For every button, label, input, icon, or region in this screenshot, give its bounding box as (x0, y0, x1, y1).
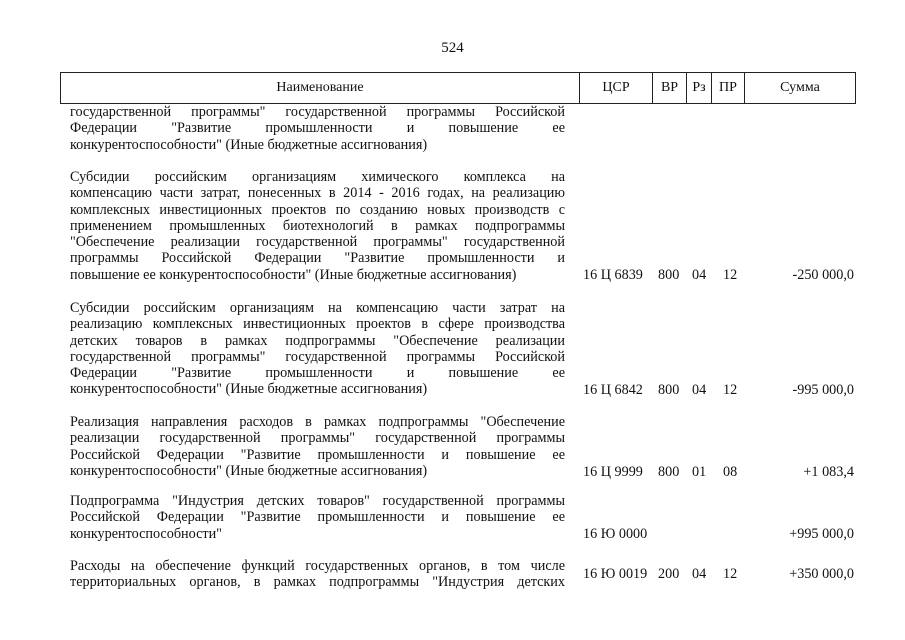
cell-sum: +1 083,4 (803, 464, 854, 480)
row-description (70, 558, 565, 591)
cell-csr: 16 Ц 6842 (583, 382, 643, 398)
cell-csr: 16 Ю 0000 (583, 526, 648, 542)
description-line: повышение ее конкурентоспособности" (Иные бюджетные ассигнования) (70, 266, 517, 283)
row-description (70, 414, 565, 479)
header-rz: Рз (687, 73, 712, 103)
description-line: государственной программы" государственной программы Российской (70, 348, 565, 365)
row-description (70, 169, 565, 283)
description-line: конкурентоспособности" (70, 525, 222, 542)
table-header (60, 72, 856, 104)
cell-vr: 800 (658, 382, 680, 398)
description-line: Субсидии российским организациям на компенсацию части затрат на (70, 300, 565, 316)
description-line: Федерации "Развитие промышленности и повышение ее (70, 365, 565, 382)
cell-rz: 01 (692, 464, 707, 480)
cell-csr: 16 Ю 0019 (583, 566, 648, 582)
row-description (70, 300, 565, 398)
cell-sum: -995 000,0 (792, 382, 854, 398)
description-line: Субсидии российским организациям химического комплекса на (70, 169, 565, 185)
cell-sum: +995 000,0 (789, 526, 854, 542)
cell-rz: 04 (692, 566, 707, 582)
description-line: детских товаров в рамках подпрограммы "Обеспечение реализации (70, 332, 565, 349)
cell-pr: 12 (723, 566, 738, 582)
cell-pr: 12 (723, 382, 738, 398)
description-line: компенсацию части затрат, понесенных в 2014 - 2016 годах, на реализацию (70, 185, 565, 202)
description-line: Российской Федерации "Развитие промышленности и повышение ее (70, 509, 565, 526)
description-line: комплексных инвестиционных проектов по созданию новых производств с (70, 201, 565, 218)
cell-rz: 04 (692, 267, 707, 283)
header-pr: ПР (712, 73, 745, 103)
header-name: Наименование (61, 73, 580, 103)
description-line: конкурентоспособности" (Иные бюджетные ассигнования) (70, 462, 428, 479)
row-description (70, 104, 565, 153)
description-line: Подпрограмма "Индустрия детских товаров" государственной программы (70, 493, 565, 509)
description-line: территориальных органов, в рамках подпрограммы "Индустрия детских (70, 574, 565, 591)
cell-vr: 200 (658, 566, 680, 582)
page-number: 524 (441, 40, 464, 56)
description-line: программы Российской Федерации "Развитие промышленности и (70, 250, 565, 267)
cell-pr: 12 (723, 267, 738, 283)
cell-pr: 08 (723, 464, 738, 480)
header-vr: ВР (653, 73, 687, 103)
row-description (70, 493, 565, 542)
description-line: реализацию комплексных инвестиционных проектов в сфере производства (70, 316, 565, 333)
header-sum: Сумма (780, 80, 820, 95)
description-line: применением промышленных биотехнологий в рамках подпрограммы (70, 217, 565, 234)
description-line: Расходы на обеспечение функций государственных органов, в том числе (70, 558, 565, 574)
cell-vr: 800 (658, 267, 680, 283)
cell-csr: 16 Ц 6839 (583, 267, 643, 283)
description-line: Федерации "Развитие промышленности и повышение ее (70, 120, 565, 137)
cell-csr: 16 Ц 9999 (583, 464, 643, 480)
description-line: конкурентоспособности" (Иные бюджетные ассигнования) (70, 381, 428, 398)
cell-sum: +350 000,0 (789, 566, 854, 582)
cell-sum: -250 000,0 (792, 267, 854, 283)
header-csr: ЦСР (580, 73, 653, 103)
description-line: конкурентоспособности" (Иные бюджетные ассигнования) (70, 136, 428, 153)
description-line: государственной программы" государственной программы Российской (70, 104, 565, 120)
cell-vr: 800 (658, 464, 680, 480)
description-line: Российской Федерации "Развитие промышленности и повышение ее (70, 446, 565, 463)
description-line: "Обеспечение реализации государственной программы" государственной (70, 234, 565, 251)
description-line: реализации государственной программы" государственной программы (70, 430, 565, 447)
cell-rz: 04 (692, 382, 707, 398)
description-line: Реализация направления расходов в рамках подпрограммы "Обеспечение (70, 414, 565, 430)
